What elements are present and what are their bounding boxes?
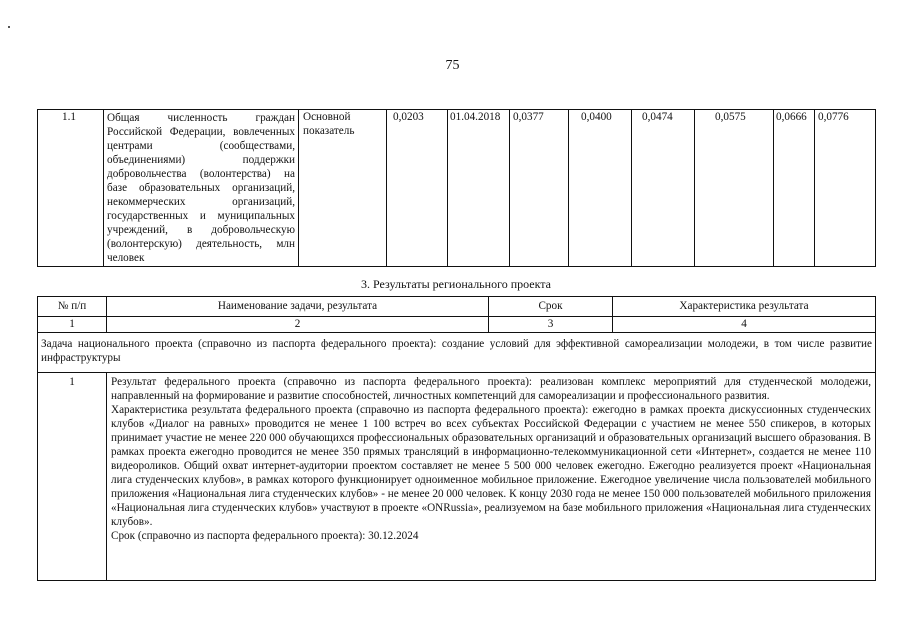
result-deadline: Срок (справочно из паспорта федерального проекта): 30.12.2024 (111, 530, 419, 542)
results-table (37, 296, 876, 581)
indicator-name: Общая численность граждан Российской Федерации, вовлеченных центрами (сообществами, объединениями) поддержки добровольчества (волонтерства) на базе образовательных организаций, некоммерческих организаций, государственных и муниципальных учреждений, в добровольческую (волонтерскую) деятельность, млн человек (104, 110, 299, 267)
indicator-base-date: 01.04.2018 (448, 110, 510, 267)
result-text: Результат федерального проекта (справочно из паспорта федерального проекта): реализован комплекс мероприятий для студенческой молодежи, направленный на формирование и развитие способностей, личностных компетенций для самореализации и профессионального развития. (111, 376, 871, 402)
results-header-row (38, 297, 876, 317)
page-number: 75 (445, 58, 460, 73)
indicator-value-3: 0,0474 (632, 110, 695, 267)
indicator-value-4: 0,0575 (695, 110, 774, 267)
index-3: 3 (489, 317, 613, 333)
indicator-value-5: 0,0666 (774, 110, 815, 267)
result-row (38, 373, 876, 581)
header-name: Наименование задачи, результата (107, 297, 489, 317)
indicator-value-1: 0,0377 (510, 110, 569, 267)
indicator-type: Основной показатель (299, 110, 387, 267)
indicator-value-6: 0,0776 (815, 110, 876, 267)
indicator-row (38, 110, 876, 267)
header-num: № п/п (38, 297, 107, 317)
index-2: 2 (107, 317, 489, 333)
task-text: Задача национального проекта (справочно из паспорта федерального проекта): создание условий для эффективной самореализации молодежи, в том числе развитие инфраструктуры (38, 333, 876, 373)
result-description (107, 373, 876, 581)
result-characteristic: Характеристика результата федерального проекта (справочно из паспорта федерального проекта): ежегодно в рамках проекта дискуссионных студенческих клубов «Диалог на равных» проводится не менее 1 100 встреч во всех субъектах Российской Федерации с участием не менее 550 спикеров, в которых принимает участие не менее 220 000 обучающихся профессиональных образовательных организаций и образовательных организаций высшего образования. В рамках проекта ежегодно проводится не менее 350 прямых трансляций в информационно-телекоммуникационной сети «Интернет», создается не менее 110 видеороликов. Общий охват интернет-аудитории проектом составляет не менее 5 500 000 человек ежегодно. Ежегодно реализуется проект «Национальная лига студенческих клубов», в рамках которого функционирует одноименное мобильное приложение. Ежегодное увеличение числа пользователей мобильного приложения «Национальная лига студенческих клубов» - не менее 20 000 человек. К концу 2030 года не менее 150 000 пользователей мобильного приложения «Национальная лига студенческих клубов» участвуют в проекте «ONRussia», реализуемом на базе мобильного приложения «Национальная лига студенческих клубов». (111, 404, 871, 528)
indicator-table (37, 109, 876, 267)
index-4: 4 (613, 317, 876, 333)
indicator-base-value: 0,0203 (387, 110, 448, 267)
header-characteristic: Характеристика результата (613, 297, 876, 317)
indicator-value-2: 0,0400 (569, 110, 632, 267)
index-1: 1 (38, 317, 107, 333)
scan-mark (8, 26, 10, 28)
section-title: 3. Результаты регионального проекта (361, 277, 551, 291)
result-number: 1 (38, 373, 107, 581)
results-index-row (38, 317, 876, 333)
header-term: Срок (489, 297, 613, 317)
indicator-number: 1.1 (38, 110, 104, 267)
task-row (38, 333, 876, 373)
